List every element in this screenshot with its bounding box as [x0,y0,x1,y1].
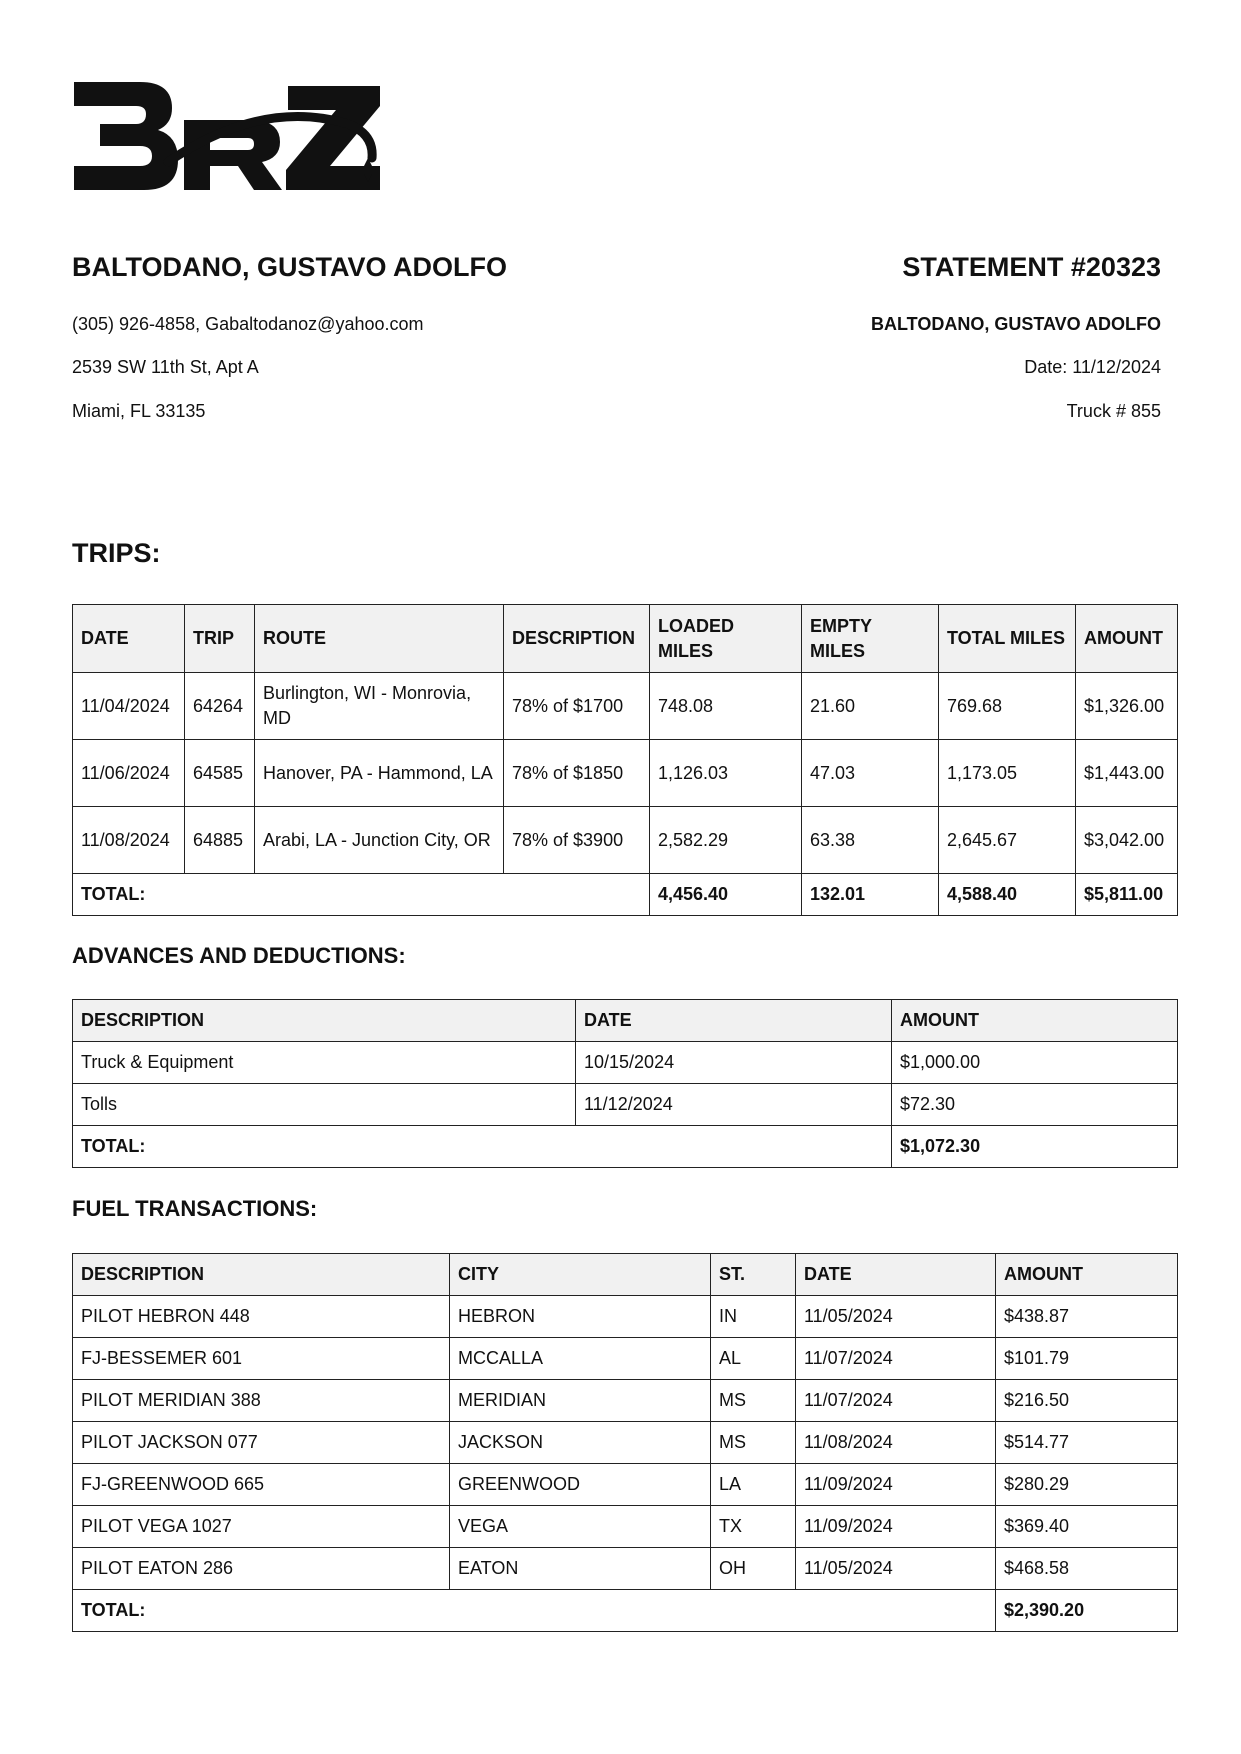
fuel-amount: $101.79 [996,1338,1178,1380]
advance-description: Tolls [73,1084,576,1126]
fuel-city: HEBRON [450,1296,711,1338]
fuel-description: PILOT VEGA 1027 [73,1506,450,1548]
fuel-description: PILOT HEBRON 448 [73,1296,450,1338]
trips-col-route: ROUTE [255,605,504,673]
table-row [73,1338,1178,1380]
fuel-city: GREENWOOD [450,1464,711,1506]
advances-total-label: TOTAL: [73,1126,892,1168]
table-row [73,1296,1178,1338]
advance-description: Truck & Equipment [73,1042,576,1084]
fuel-description: PILOT MERIDIAN 388 [73,1380,450,1422]
trip-route: Hanover, PA - Hammond, LA [255,740,504,807]
trip-empty-miles: 47.03 [802,740,939,807]
table-row [73,1464,1178,1506]
driver-address-line1: 2539 SW 11th St, Apt A [72,357,259,377]
trips-col-trip: TRIP [185,605,255,673]
fuel-city: EATON [450,1548,711,1590]
trip-number: 64264 [185,673,255,740]
table-row [73,1042,1178,1084]
advances-total-row [73,1126,1178,1168]
fuel-col-state: ST. [711,1254,796,1296]
table-row [73,1506,1178,1548]
fuel-table [72,1253,1178,1632]
fuel-col-date: DATE [796,1254,996,1296]
fuel-state: AL [711,1338,796,1380]
fuel-city: MERIDIAN [450,1380,711,1422]
trip-number: 64885 [185,807,255,874]
fuel-col-city: CITY [450,1254,711,1296]
trips-total-amount: $5,811.00 [1076,874,1178,916]
table-row [73,1380,1178,1422]
fuel-city: VEGA [450,1506,711,1548]
trips-col-amount: AMOUNT [1076,605,1178,673]
fuel-city: MCCALLA [450,1338,711,1380]
advances-col-date: DATE [576,1000,892,1042]
advances-col-amount: AMOUNT [892,1000,1178,1042]
fuel-date: 11/09/2024 [796,1464,996,1506]
fuel-state: IN [711,1296,796,1338]
fuel-state: MS [711,1422,796,1464]
trip-empty-miles: 21.60 [802,673,939,740]
fuel-amount: $514.77 [996,1422,1178,1464]
table-row [73,1422,1178,1464]
trip-amount: $1,443.00 [1076,740,1178,807]
trips-col-total-miles: TOTAL MILES [939,605,1076,673]
trips-total-row [73,874,1178,916]
fuel-total-label: TOTAL: [73,1590,996,1632]
trips-total-miles: 4,588.40 [939,874,1076,916]
trips-col-empty-miles: EMPTY MILES [802,605,939,673]
trip-total-miles: 769.68 [939,673,1076,740]
fuel-date: 11/05/2024 [796,1296,996,1338]
driver-address-line2: Miami, FL 33135 [72,401,206,421]
fuel-total-amount: $2,390.20 [996,1590,1178,1632]
fuel-date: 11/08/2024 [796,1422,996,1464]
trip-number: 64585 [185,740,255,807]
advances-heading: ADVANCES AND DEDUCTIONS: [72,943,406,968]
table-row [73,1084,1178,1126]
trip-description: 78% of $1850 [504,740,650,807]
trip-amount: $1,326.00 [1076,673,1178,740]
trip-total-miles: 1,173.05 [939,740,1076,807]
trip-route: Arabi, LA - Junction City, OR [255,807,504,874]
trips-total-loaded-miles: 4,456.40 [650,874,802,916]
advances-table [72,999,1178,1168]
advance-date: 10/15/2024 [576,1042,892,1084]
advances-header-row [73,1000,1178,1042]
advance-amount: $72.30 [892,1084,1178,1126]
trip-empty-miles: 63.38 [802,807,939,874]
advance-date: 11/12/2024 [576,1084,892,1126]
trips-total-empty-miles: 132.01 [802,874,939,916]
fuel-state: MS [711,1380,796,1422]
trip-description: 78% of $1700 [504,673,650,740]
fuel-amount: $280.29 [996,1464,1178,1506]
fuel-city: JACKSON [450,1422,711,1464]
driver-contact: (305) 926-4858, Gabaltodanoz@yahoo.com [72,314,424,334]
trip-date: 11/06/2024 [73,740,185,807]
trip-route: Burlington, WI - Monrovia, MD [255,673,504,740]
fuel-amount: $369.40 [996,1506,1178,1548]
statement-number: STATEMENT #20323 [902,252,1161,282]
trips-col-description: DESCRIPTION [504,605,650,673]
advance-amount: $1,000.00 [892,1042,1178,1084]
statement-driver-name: BALTODANO, GUSTAVO ADOLFO [871,314,1161,334]
fuel-date: 11/05/2024 [796,1548,996,1590]
table-row [73,807,1178,874]
trip-date: 11/08/2024 [73,807,185,874]
fuel-date: 11/07/2024 [796,1380,996,1422]
truck-number: Truck # 855 [1066,401,1161,421]
fuel-header-row [73,1254,1178,1296]
fuel-amount: $468.58 [996,1548,1178,1590]
advances-total-amount: $1,072.30 [892,1126,1178,1168]
advances-col-description: DESCRIPTION [73,1000,576,1042]
trip-loaded-miles: 2,582.29 [650,807,802,874]
fuel-heading: FUEL TRANSACTIONS: [72,1196,318,1221]
trip-date: 11/04/2024 [73,673,185,740]
table-row [73,1548,1178,1590]
fuel-date: 11/09/2024 [796,1506,996,1548]
fuel-total-row [73,1590,1178,1632]
fuel-description: PILOT JACKSON 077 [73,1422,450,1464]
trip-amount: $3,042.00 [1076,807,1178,874]
brz-logo [72,78,382,193]
trip-total-miles: 2,645.67 [939,807,1076,874]
table-row [73,740,1178,807]
trip-description: 78% of $3900 [504,807,650,874]
fuel-date: 11/07/2024 [796,1338,996,1380]
fuel-state: LA [711,1464,796,1506]
trip-loaded-miles: 748.08 [650,673,802,740]
table-row [73,673,1178,740]
fuel-description: PILOT EATON 286 [73,1548,450,1590]
fuel-description: FJ-BESSEMER 601 [73,1338,450,1380]
trips-col-date: DATE [73,605,185,673]
trips-header-row [73,605,1178,673]
driver-name: BALTODANO, GUSTAVO ADOLFO [72,252,507,282]
fuel-col-description: DESCRIPTION [73,1254,450,1296]
fuel-amount: $216.50 [996,1380,1178,1422]
fuel-amount: $438.87 [996,1296,1178,1338]
trip-loaded-miles: 1,126.03 [650,740,802,807]
fuel-description: FJ-GREENWOOD 665 [73,1464,450,1506]
statement-date: Date: 11/12/2024 [1024,357,1161,377]
trips-col-loaded-miles: LOADED MILES [650,605,802,673]
fuel-state: TX [711,1506,796,1548]
trips-total-label: TOTAL: [73,874,650,916]
trips-table [72,604,1178,916]
trips-heading: TRIPS: [72,538,161,568]
fuel-state: OH [711,1548,796,1590]
fuel-col-amount: AMOUNT [996,1254,1178,1296]
